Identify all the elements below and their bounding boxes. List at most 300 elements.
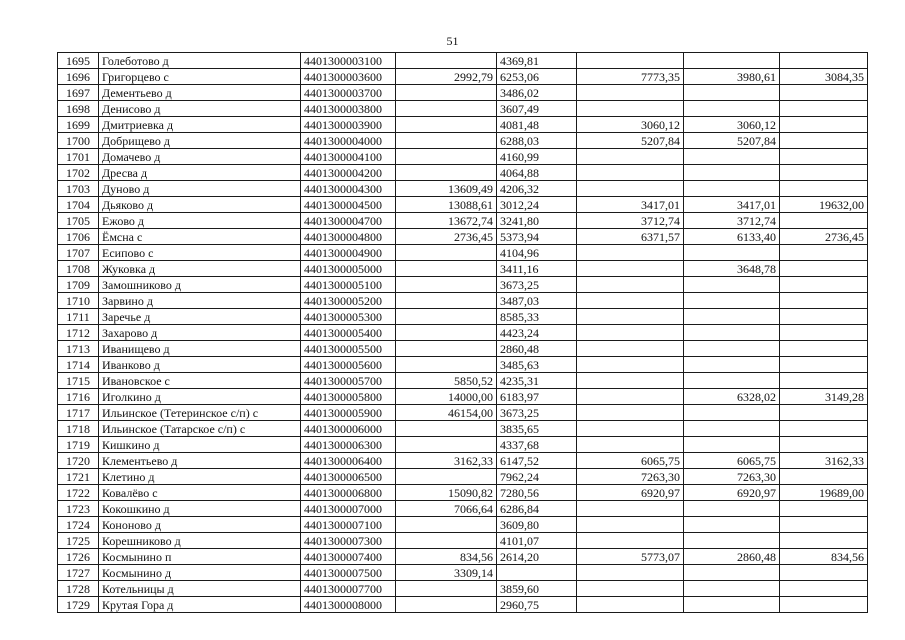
table-row (58, 389, 868, 405)
settlement-name: Ивановское с (99, 373, 301, 389)
value-col-3 (577, 325, 684, 341)
value-col-1: 2736,45 (396, 229, 497, 245)
settlement-name: Зарвино д (99, 293, 301, 309)
value-col-4 (684, 181, 780, 197)
value-col-5 (780, 437, 868, 453)
value-col-2: 6288,03 (497, 133, 577, 149)
value-col-3: 6371,57 (577, 229, 684, 245)
value-col-5 (780, 597, 868, 613)
value-col-1 (396, 165, 497, 181)
value-col-5 (780, 261, 868, 277)
value-col-5: 19632,00 (780, 197, 868, 213)
value-col-1: 2992,79 (396, 69, 497, 85)
value-col-3 (577, 581, 684, 597)
value-col-2: 3486,02 (497, 85, 577, 101)
value-col-2: 3609,80 (497, 517, 577, 533)
value-col-5: 3162,33 (780, 453, 868, 469)
value-col-4 (684, 165, 780, 181)
value-col-4 (684, 533, 780, 549)
settlement-code: 4401300006800 (301, 485, 396, 501)
row-number: 1697 (58, 85, 99, 101)
settlement-name: Космынино п (99, 549, 301, 565)
value-col-5 (780, 501, 868, 517)
value-col-4 (684, 245, 780, 261)
table-row (58, 581, 868, 597)
settlement-code: 4401300004900 (301, 245, 396, 261)
value-col-1 (396, 117, 497, 133)
table-row (58, 165, 868, 181)
table-row (58, 197, 868, 213)
value-col-3: 3712,74 (577, 213, 684, 229)
value-col-4 (684, 405, 780, 421)
value-col-4 (684, 565, 780, 581)
settlement-code: 4401300005800 (301, 389, 396, 405)
settlement-name: Корешниково д (99, 533, 301, 549)
value-col-4 (684, 53, 780, 69)
value-col-2: 4206,32 (497, 181, 577, 197)
settlement-code: 4401300006000 (301, 421, 396, 437)
value-col-4 (684, 373, 780, 389)
value-col-3 (577, 181, 684, 197)
settlement-code: 4401300003700 (301, 85, 396, 101)
value-col-5 (780, 469, 868, 485)
table-row (58, 357, 868, 373)
value-col-4: 6065,75 (684, 453, 780, 469)
settlement-name: Дресва д (99, 165, 301, 181)
table-row (58, 549, 868, 565)
value-col-3 (577, 85, 684, 101)
value-col-3 (577, 565, 684, 581)
value-col-5 (780, 277, 868, 293)
value-col-2: 2614,20 (497, 549, 577, 565)
value-col-2: 4064,88 (497, 165, 577, 181)
row-number: 1723 (58, 501, 99, 517)
settlement-name: Ильинское (Тетеринское с/п) с (99, 405, 301, 421)
settlement-name: Дмитриевка д (99, 117, 301, 133)
settlement-code: 4401300005200 (301, 293, 396, 309)
value-col-2: 6147,52 (497, 453, 577, 469)
table-row (58, 421, 868, 437)
value-col-5 (780, 293, 868, 309)
row-number: 1728 (58, 581, 99, 597)
row-number: 1717 (58, 405, 99, 421)
value-col-4 (684, 149, 780, 165)
value-col-5 (780, 53, 868, 69)
settlement-name: Клетино д (99, 469, 301, 485)
settlement-code: 4401300005700 (301, 373, 396, 389)
value-col-1 (396, 421, 497, 437)
settlement-name: Заречье д (99, 309, 301, 325)
settlement-name: Клементьево д (99, 453, 301, 469)
table-row (58, 245, 868, 261)
value-col-5 (780, 133, 868, 149)
value-col-4: 7263,30 (684, 469, 780, 485)
value-col-1: 13088,61 (396, 197, 497, 213)
settlement-code: 4401300005900 (301, 405, 396, 421)
value-col-1: 13672,74 (396, 213, 497, 229)
value-col-4: 6133,40 (684, 229, 780, 245)
value-col-4: 6328,02 (684, 389, 780, 405)
table-row (58, 597, 868, 613)
row-number: 1720 (58, 453, 99, 469)
value-col-1 (396, 245, 497, 261)
settlement-code: 4401300004800 (301, 229, 396, 245)
settlement-name: Голеботово д (99, 53, 301, 69)
value-col-1: 13609,49 (396, 181, 497, 197)
table-row (58, 277, 868, 293)
settlement-name: Замошниково д (99, 277, 301, 293)
value-col-1 (396, 469, 497, 485)
settlement-name: Ежово д (99, 213, 301, 229)
value-col-2: 4081,48 (497, 117, 577, 133)
value-col-4 (684, 101, 780, 117)
value-col-2: 3607,49 (497, 101, 577, 117)
row-number: 1726 (58, 549, 99, 565)
settlement-code: 4401300004200 (301, 165, 396, 181)
row-number: 1722 (58, 485, 99, 501)
row-number: 1695 (58, 53, 99, 69)
row-number: 1706 (58, 229, 99, 245)
value-col-2: 5373,94 (497, 229, 577, 245)
value-col-5 (780, 565, 868, 581)
value-col-4 (684, 85, 780, 101)
value-col-3 (577, 373, 684, 389)
value-col-2: 6286,84 (497, 501, 577, 517)
settlement-code: 4401300005000 (301, 261, 396, 277)
value-col-2: 7962,24 (497, 469, 577, 485)
value-col-3 (577, 421, 684, 437)
value-col-3: 6065,75 (577, 453, 684, 469)
value-col-5 (780, 341, 868, 357)
value-col-5: 834,56 (780, 549, 868, 565)
value-col-5 (780, 373, 868, 389)
row-number: 1725 (58, 533, 99, 549)
value-col-1 (396, 325, 497, 341)
value-col-2: 7280,56 (497, 485, 577, 501)
settlement-code: 4401300007700 (301, 581, 396, 597)
settlement-code: 4401300005300 (301, 309, 396, 325)
value-col-1 (396, 597, 497, 613)
value-col-2: 4101,07 (497, 533, 577, 549)
row-number: 1702 (58, 165, 99, 181)
value-col-4: 3417,01 (684, 197, 780, 213)
row-number: 1701 (58, 149, 99, 165)
table-row (58, 533, 868, 549)
value-col-3: 7773,35 (577, 69, 684, 85)
value-col-4 (684, 277, 780, 293)
settlement-code: 4401300007400 (301, 549, 396, 565)
value-col-2: 4337,68 (497, 437, 577, 453)
value-col-4: 3712,74 (684, 213, 780, 229)
table-row (58, 437, 868, 453)
value-col-2: 3835,65 (497, 421, 577, 437)
table-row (58, 117, 868, 133)
value-col-4: 3980,61 (684, 69, 780, 85)
value-col-3: 3060,12 (577, 117, 684, 133)
value-col-1 (396, 437, 497, 453)
value-col-4 (684, 421, 780, 437)
settlement-name: Григорцево с (99, 69, 301, 85)
value-col-3 (577, 101, 684, 117)
value-col-1 (396, 85, 497, 101)
value-col-1 (396, 53, 497, 69)
value-col-1 (396, 261, 497, 277)
value-col-3 (577, 53, 684, 69)
value-col-1 (396, 101, 497, 117)
table-row (58, 229, 868, 245)
settlement-code: 4401300005600 (301, 357, 396, 373)
table-row (58, 213, 868, 229)
settlement-name: Иванищево д (99, 341, 301, 357)
settlement-code: 4401300003800 (301, 101, 396, 117)
value-col-3 (577, 597, 684, 613)
settlement-name: Добрищево д (99, 133, 301, 149)
value-col-4: 2860,48 (684, 549, 780, 565)
value-col-3 (577, 149, 684, 165)
value-col-5 (780, 421, 868, 437)
table-row (58, 85, 868, 101)
row-number: 1704 (58, 197, 99, 213)
row-number: 1727 (58, 565, 99, 581)
value-col-3 (577, 341, 684, 357)
value-col-1 (396, 533, 497, 549)
settlement-code: 4401300006400 (301, 453, 396, 469)
settlement-name: Иванково д (99, 357, 301, 373)
settlement-code: 4401300007300 (301, 533, 396, 549)
value-col-2: 3411,16 (497, 261, 577, 277)
table-row (58, 373, 868, 389)
value-col-2: 3859,60 (497, 581, 577, 597)
value-col-3 (577, 309, 684, 325)
settlements-table (57, 52, 868, 613)
value-col-4: 3648,78 (684, 261, 780, 277)
settlement-code: 4401300003100 (301, 53, 396, 69)
settlement-code: 4401300004700 (301, 213, 396, 229)
value-col-5 (780, 101, 868, 117)
row-number: 1710 (58, 293, 99, 309)
row-number: 1698 (58, 101, 99, 117)
value-col-2: 3485,63 (497, 357, 577, 373)
table-row (58, 469, 868, 485)
table-row (58, 133, 868, 149)
row-number: 1713 (58, 341, 99, 357)
settlement-code: 4401300007500 (301, 565, 396, 581)
value-col-1 (396, 133, 497, 149)
value-col-3: 6920,97 (577, 485, 684, 501)
value-col-3 (577, 245, 684, 261)
settlement-name: Денисово д (99, 101, 301, 117)
value-col-2: 3487,03 (497, 293, 577, 309)
table-row (58, 261, 868, 277)
value-col-2: 8585,33 (497, 309, 577, 325)
value-col-2: 2960,75 (497, 597, 577, 613)
value-col-1 (396, 581, 497, 597)
value-col-4 (684, 341, 780, 357)
value-col-1 (396, 309, 497, 325)
value-col-1 (396, 149, 497, 165)
table-row (58, 341, 868, 357)
value-col-4 (684, 357, 780, 373)
value-col-4 (684, 309, 780, 325)
settlement-code: 4401300005400 (301, 325, 396, 341)
value-col-5 (780, 181, 868, 197)
row-number: 1714 (58, 357, 99, 373)
value-col-5: 3084,35 (780, 69, 868, 85)
value-col-2: 3012,24 (497, 197, 577, 213)
table-row (58, 181, 868, 197)
table-row (58, 149, 868, 165)
value-col-4: 3060,12 (684, 117, 780, 133)
value-col-4 (684, 293, 780, 309)
table-row (58, 405, 868, 421)
page-number: 51 (446, 34, 459, 48)
row-number: 1711 (58, 309, 99, 325)
value-col-5 (780, 357, 868, 373)
settlement-code: 4401300007100 (301, 517, 396, 533)
table-row (58, 565, 868, 581)
value-col-5 (780, 117, 868, 133)
settlement-name: Ковалёво с (99, 485, 301, 501)
row-number: 1709 (58, 277, 99, 293)
settlement-name: Крутая Гора д (99, 597, 301, 613)
settlement-name: Дьяково д (99, 197, 301, 213)
value-col-4 (684, 501, 780, 517)
row-number: 1700 (58, 133, 99, 149)
value-col-5: 19689,00 (780, 485, 868, 501)
settlement-name: Иголкино д (99, 389, 301, 405)
settlement-code: 4401300003600 (301, 69, 396, 85)
row-number: 1716 (58, 389, 99, 405)
value-col-5 (780, 325, 868, 341)
value-col-2: 6253,06 (497, 69, 577, 85)
row-number: 1708 (58, 261, 99, 277)
table-row (58, 293, 868, 309)
settlement-name: Ёмсна с (99, 229, 301, 245)
settlement-code: 4401300004500 (301, 197, 396, 213)
settlement-name: Домачево д (99, 149, 301, 165)
settlement-name: Жуковка д (99, 261, 301, 277)
value-col-3 (577, 437, 684, 453)
value-col-5 (780, 245, 868, 261)
value-col-2: 4104,96 (497, 245, 577, 261)
value-col-2: 2860,48 (497, 341, 577, 357)
settlement-name: Котельницы д (99, 581, 301, 597)
value-col-1: 46154,00 (396, 405, 497, 421)
settlement-code: 4401300006500 (301, 469, 396, 485)
value-col-4 (684, 437, 780, 453)
settlement-name: Захарово д (99, 325, 301, 341)
table-body (58, 53, 868, 613)
value-col-3: 7263,30 (577, 469, 684, 485)
value-col-2: 6183,97 (497, 389, 577, 405)
value-col-3 (577, 293, 684, 309)
value-col-1 (396, 357, 497, 373)
row-number: 1703 (58, 181, 99, 197)
settlement-code: 4401300008000 (301, 597, 396, 613)
value-col-1: 3162,33 (396, 453, 497, 469)
row-number: 1721 (58, 469, 99, 485)
value-col-5 (780, 517, 868, 533)
row-number: 1715 (58, 373, 99, 389)
value-col-2: 4235,31 (497, 373, 577, 389)
value-col-2: 4423,24 (497, 325, 577, 341)
value-col-2: 3673,25 (497, 277, 577, 293)
value-col-3: 5773,07 (577, 549, 684, 565)
settlement-name: Космынино д (99, 565, 301, 581)
row-number: 1712 (58, 325, 99, 341)
table-row (58, 485, 868, 501)
value-col-2: 3241,80 (497, 213, 577, 229)
row-number: 1705 (58, 213, 99, 229)
value-col-1: 3309,14 (396, 565, 497, 581)
row-number: 1724 (58, 517, 99, 533)
value-col-2: 3673,25 (497, 405, 577, 421)
value-col-3 (577, 277, 684, 293)
settlement-code: 4401300004300 (301, 181, 396, 197)
value-col-3 (577, 389, 684, 405)
value-col-5 (780, 533, 868, 549)
value-col-4 (684, 597, 780, 613)
settlement-code: 4401300004000 (301, 133, 396, 149)
value-col-3 (577, 501, 684, 517)
value-col-1 (396, 293, 497, 309)
value-col-3 (577, 357, 684, 373)
value-col-4 (684, 517, 780, 533)
settlement-code: 4401300004100 (301, 149, 396, 165)
value-col-5 (780, 309, 868, 325)
row-number: 1696 (58, 69, 99, 85)
value-col-1 (396, 277, 497, 293)
value-col-1: 14000,00 (396, 389, 497, 405)
table-row (58, 53, 868, 69)
row-number: 1719 (58, 437, 99, 453)
value-col-1 (396, 517, 497, 533)
settlement-name: Кокошкино д (99, 501, 301, 517)
table-row (58, 517, 868, 533)
table-row (58, 501, 868, 517)
row-number: 1707 (58, 245, 99, 261)
value-col-4: 5207,84 (684, 133, 780, 149)
settlement-name: Ильинское (Татарское с/п) с (99, 421, 301, 437)
settlement-name: Кишкино д (99, 437, 301, 453)
settlement-name: Есипово с (99, 245, 301, 261)
value-col-5: 2736,45 (780, 229, 868, 245)
value-col-1: 5850,52 (396, 373, 497, 389)
row-number: 1718 (58, 421, 99, 437)
settlement-name: Кононово д (99, 517, 301, 533)
table-row (58, 453, 868, 469)
value-col-5 (780, 405, 868, 421)
value-col-5 (780, 85, 868, 101)
value-col-4: 6920,97 (684, 485, 780, 501)
value-col-3 (577, 165, 684, 181)
value-col-4 (684, 325, 780, 341)
settlement-code: 4401300003900 (301, 117, 396, 133)
value-col-1 (396, 341, 497, 357)
value-col-2: 4160,99 (497, 149, 577, 165)
value-col-5 (780, 213, 868, 229)
value-col-3 (577, 261, 684, 277)
table-row (58, 101, 868, 117)
settlement-code: 4401300006300 (301, 437, 396, 453)
value-col-5 (780, 149, 868, 165)
value-col-4 (684, 581, 780, 597)
settlement-code: 4401300005500 (301, 341, 396, 357)
row-number: 1729 (58, 597, 99, 613)
value-col-3 (577, 533, 684, 549)
value-col-1: 7066,64 (396, 501, 497, 517)
settlement-code: 4401300005100 (301, 277, 396, 293)
